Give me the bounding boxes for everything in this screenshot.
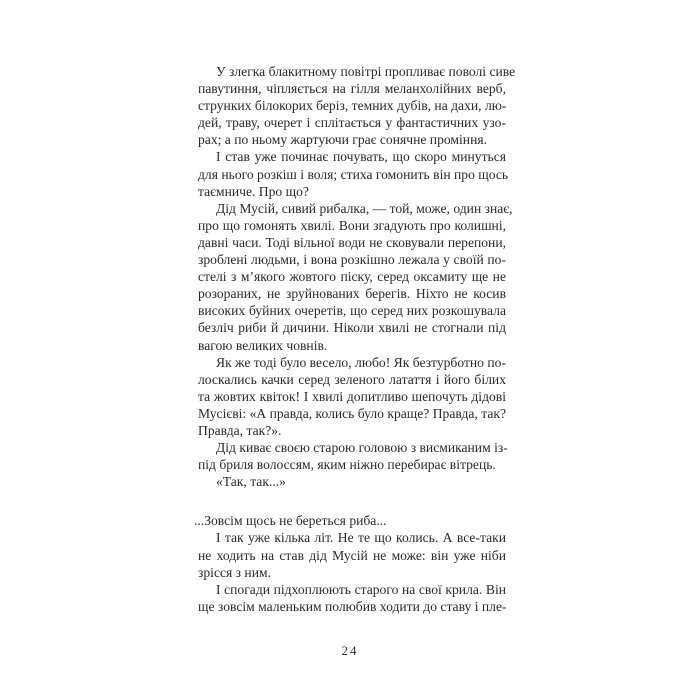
text-line: Правда, так?». bbox=[198, 422, 282, 438]
text-line: ще зовсім маленьким полюбив ходити до ставу і пле- bbox=[198, 598, 507, 614]
text-line: рах; а по ньому жартуючи грає сонячне проміння. bbox=[198, 132, 487, 148]
text-line: І спогади підхоплюють старого на свої крила. Він bbox=[216, 581, 506, 597]
text-line: І став уже починає почувать, що скоро минуться bbox=[216, 149, 506, 165]
page-text bbox=[194, 63, 516, 615]
text-line: дей, траву, очерет і сплітається у фантастичних узо- bbox=[198, 115, 506, 131]
page-number: 24 bbox=[341, 643, 359, 658]
text-line: розораних, не зруйнованих берегів. Ніхто не косив bbox=[198, 286, 506, 302]
text-line: Дід киває своєю старою головою з висмиканим із- bbox=[216, 440, 508, 456]
text-line: струнких білокорих беріз, темних дубів, на дахи, лю- bbox=[198, 98, 507, 114]
text-line: давні часи. Тоді вільної води не сковували перепони, bbox=[198, 234, 506, 250]
text-line: та жовтих квіток! І хвилі допитливо шепочуть дідові bbox=[198, 388, 506, 404]
text-line: лоскались качки серед зеленого латаття і його білих bbox=[198, 371, 506, 387]
text-line: для нього розкіш і воля; стиха гомонить він про щось bbox=[198, 166, 509, 182]
text-line: У злегка блакитному повітрі пропливає поволі сиве bbox=[216, 64, 516, 79]
text-line: стелі з м’якого жовтого піску, серед оксамиту ще не bbox=[198, 269, 506, 285]
text-line: Мусієві: «А правда, колись було краще? Правда, так? bbox=[198, 405, 506, 421]
text-line: вагою великих човнів. bbox=[198, 337, 328, 353]
text-line: зрісся з ним. bbox=[198, 564, 271, 580]
text-line: І так уже кілька літ. Не те що колись. А все-таки bbox=[216, 530, 506, 546]
text-line: павутиння, чіпляється на гілля меланхолійних верб, bbox=[198, 81, 506, 97]
text-line: безліч риби й дичини. Ніколи хвилі не стогнали під bbox=[198, 320, 506, 336]
text-line: таємниче. Про що? bbox=[198, 183, 309, 199]
text-line: не ходить на став дід Мусій не може: він уже ніби bbox=[198, 547, 506, 563]
text-line: ...Зовсім щось не береться риба... bbox=[194, 513, 387, 529]
text-line: Як же тоді було весело, любо! Як безтурботно по- bbox=[216, 354, 506, 370]
text-line: про що гомонять хвилі. Вони згадують про колишні, bbox=[198, 217, 506, 233]
text-line: «Так, так...» bbox=[216, 474, 286, 490]
text-line: під бриля волоссям, яким ніжно перебирає вітрець. bbox=[198, 457, 496, 473]
text-line: Дід Мусій, сивий рибалка, — той, може, один знає, bbox=[216, 200, 513, 216]
text-line: зроблені людьми, і вона розкішно лежала у своїй по- bbox=[198, 252, 506, 268]
text-line: високих буйних очеретів, що серед них розкошувала bbox=[198, 303, 506, 319]
